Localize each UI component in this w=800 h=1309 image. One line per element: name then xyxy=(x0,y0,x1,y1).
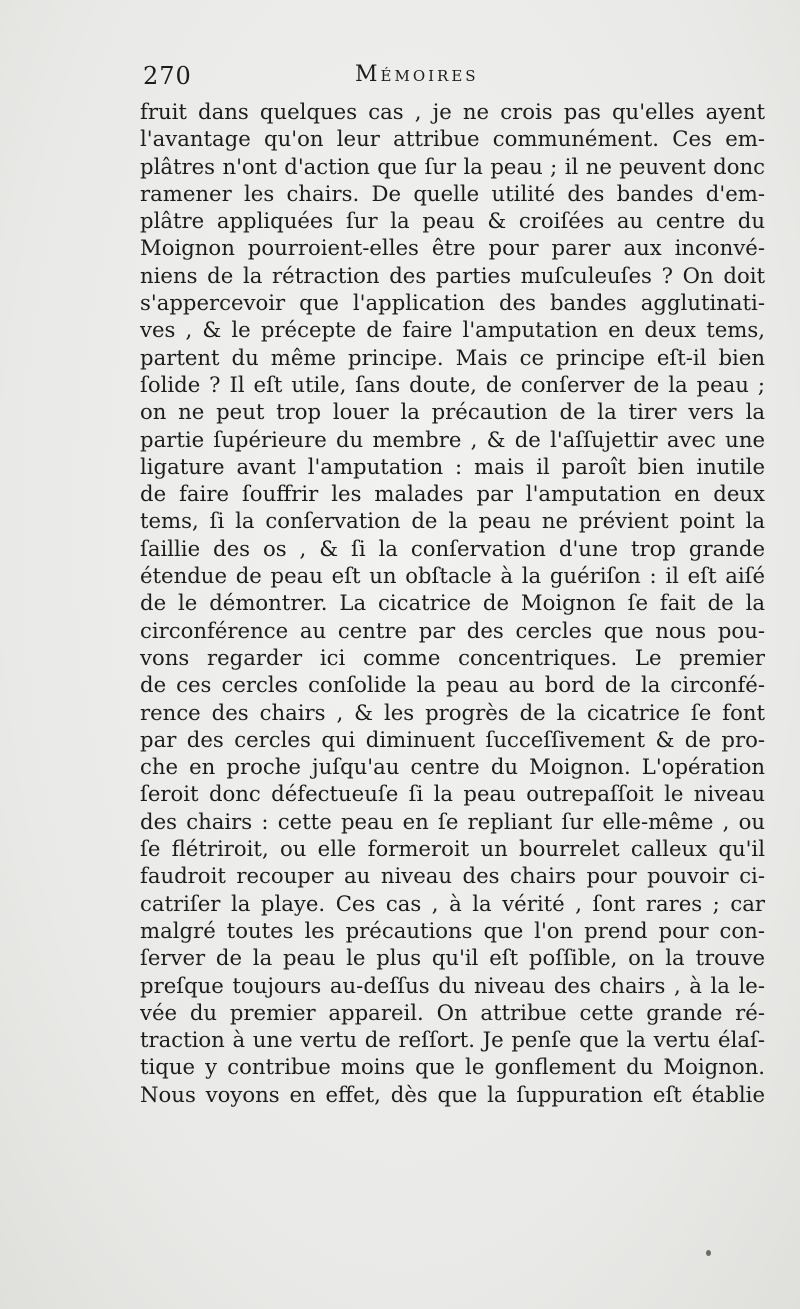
text-line: rence des chairs , & les progrès de la cicatrice ſe font xyxy=(140,699,765,725)
text-line: ramener les chairs. De quelle utilité des bandes d'em- xyxy=(140,180,765,206)
text-line: ligature avant l'amputation : mais il paroît bien inutile xyxy=(140,453,765,479)
text-line: catriſer la playe. Ces cas , à la vérité , ſont rares ; car xyxy=(140,890,765,916)
running-title: Mémoires xyxy=(355,62,479,87)
text-line: l'avantage qu'on leur attribue communément. Ces em- xyxy=(140,126,765,152)
text-line: vée du premier appareil. On attribue cette grande ré- xyxy=(140,999,765,1025)
text-line: ſolide ? Il eſt utile, ſans doute, de conſerver de la peau ; xyxy=(140,371,765,397)
running-head xyxy=(143,62,763,96)
text-line: ves , & le précepte de faire l'amputation en deux tems, xyxy=(140,317,765,343)
text-line: ſe flétriroit, ou elle formeroit un bourrelet calleux qu'il xyxy=(140,836,765,862)
text-line: des chairs : cette peau en ſe repliant ſur elle-même , ou xyxy=(140,808,765,834)
text-line: de le démontrer. La cicatrice de Moignon ſe fait de la xyxy=(140,590,765,616)
body-text xyxy=(140,98,765,1108)
text-line: ſaillie des os , & ſi la conſervation d'une trop grande xyxy=(140,535,765,561)
ink-speck xyxy=(706,1250,711,1256)
text-line: plâtre appliquées ſur la peau & croiſées au centre du xyxy=(140,208,765,234)
text-line: s'appercevoir que l'application des bandes agglutinati- xyxy=(140,290,765,316)
text-line: faudroit recouper au niveau des chairs pour pouvoir ci- xyxy=(140,863,765,889)
text-line: de faire ſouffrir les malades par l'amputation en deux xyxy=(140,481,765,507)
text-line: niens de la rétraction des parties muſculeuſes ? On doit xyxy=(140,262,765,288)
text-line: Moignon pourroient-elles être pour parer aux inconvé- xyxy=(140,235,765,261)
text-line: on ne peut trop louer la précaution de la tirer vers la xyxy=(140,399,765,425)
text-line: che en proche juſqu'au centre du Moignon. L'opération xyxy=(140,754,765,780)
text-line: plâtres n'ont d'action que ſur la peau ; il ne peuvent donc xyxy=(140,153,765,179)
text-line: circonférence au centre par des cercles que nous pou- xyxy=(140,617,765,643)
text-line: fruit dans quelques cas , je ne crois pas qu'elles ayent xyxy=(140,99,765,124)
text-line: partent du même principe. Mais ce principe eſt-il bien xyxy=(140,344,765,370)
text-line: de ces cercles conſolide la peau au bord de la circonfé- xyxy=(140,672,765,698)
text-line: étendue de peau eſt un obſtacle à la guériſon : il eſt aiſé xyxy=(140,563,765,589)
text-line: vons regarder ici comme concentriques. Le premier xyxy=(140,644,765,670)
text-line: par des cercles qui diminuent ſucceſſivement & de pro- xyxy=(140,726,765,752)
text-line: traction à une vertu de reſſort. Je penſe que la vertu élaſ- xyxy=(140,1027,765,1053)
text-line: malgré toutes les précautions que l'on prend pour con- xyxy=(140,917,765,943)
text-line: partie ſupérieure du membre , & de l'aſſujettir avec une xyxy=(140,426,765,452)
text-line: tique y contribue moins que le gonflement du Moignon. xyxy=(140,1054,765,1080)
text-line: Nous voyons en effet, dès que la ſuppuration eſt établie xyxy=(140,1081,765,1107)
text-line: ſerver de la peau le plus qu'il eſt poſſible, on la trouve xyxy=(140,945,765,971)
text-line: ſeroit donc défectueuſe ſi la peau outrepaſſoit le niveau xyxy=(140,781,765,807)
text-line: tems, ſi la conſervation de la peau ne prévient point la xyxy=(140,508,765,534)
text-line: preſque toujours au-deſſus du niveau des chairs , à la le- xyxy=(140,972,765,998)
page-number: 270 xyxy=(143,62,192,90)
